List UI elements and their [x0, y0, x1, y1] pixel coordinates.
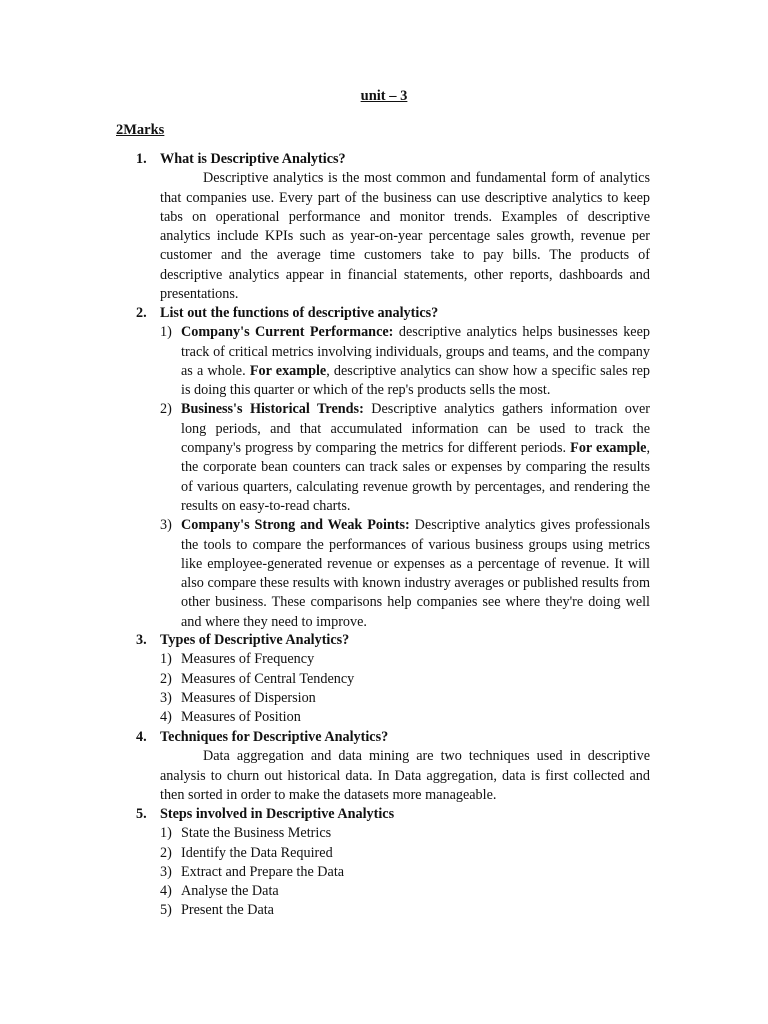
list-item-text: Measures of Dispersion [181, 689, 316, 706]
list-item-term: Business's Historical Trends: [181, 401, 364, 418]
question-heading [0, 631, 768, 650]
list-item-number: 5) [160, 902, 172, 919]
list-item [0, 882, 768, 901]
question-heading [0, 150, 768, 169]
list-item-number: 1) [160, 651, 172, 668]
list-item-number: 2) [160, 844, 172, 861]
question-number: 4. [136, 729, 147, 745]
list-item [0, 400, 768, 516]
list-item [0, 516, 768, 632]
list-item [0, 689, 768, 708]
answer-paragraph [160, 169, 650, 304]
list-item [0, 863, 768, 882]
list-item-number: 3) [160, 517, 172, 534]
list-item [0, 650, 768, 669]
question-title: Steps involved in Descriptive Analytics [160, 806, 395, 822]
question-heading [0, 805, 768, 824]
list-item-number: 3) [160, 863, 172, 880]
answer-text: Descriptive analytics is the most common and fundamental form of analytics that companies use. Every part of the business can use descriptive analytics to keep tabs on operational performance and monitor trends. Examples of descriptive analytics include KPIs such as year-on-year percentage sales growth, revenue per customer and the average time customers take to pay bills. The products of descriptive analytics appear in financial statements, other reports, dashboards and presentations. [160, 170, 650, 303]
list-item-text: Identify the Data Required [181, 844, 333, 861]
list-item-text [181, 516, 650, 632]
question-title: List out the functions of descriptive analytics? [160, 305, 439, 321]
list-item-number: 2) [160, 670, 172, 687]
list-item-text [181, 400, 650, 516]
list-item-text: Measures of Position [181, 709, 301, 726]
list-item-term: Company's Strong and Weak Points: [181, 517, 410, 534]
list-item-text [181, 323, 650, 400]
question-title: What is Descriptive Analytics? [160, 151, 346, 167]
list-item [0, 844, 768, 863]
list-item-number: 2) [160, 401, 172, 418]
question-number: 2. [136, 305, 147, 321]
list-item-number: 1) [160, 825, 172, 842]
list-item-text: State the Business Metrics [181, 825, 332, 842]
question-2 [0, 304, 768, 632]
list-item-body: , descriptive analytics can show how a specific sales rep is doing this quarter or which of the rep's products sells the most. [181, 362, 650, 399]
list-item [0, 901, 768, 920]
page-title: unit – 3 [360, 88, 408, 104]
question-title: Techniques for Descriptive Analytics? [160, 729, 389, 745]
list-item-body: Descriptive analytics gives professionals the tools to compare the performances of various business groups using metrics like employee-generated revenue or expenses as a percentage of revenue. It will also compare these results with known industry averages or published results from other business. These comparisons help companies see where they're doing well and where they need to improve. [181, 517, 650, 630]
list-item [0, 708, 768, 727]
answer-text: Data aggregation and data mining are two techniques used in descriptive analysis to churn out historical data. In Data aggregation, data is first collected and then sorted in order to make the datasets more manageable. [160, 748, 650, 803]
question-number: 3. [136, 632, 147, 648]
answer-paragraph [160, 747, 650, 805]
list-item-number: 4) [160, 709, 172, 726]
list-item-term: Company's Current Performance: [181, 324, 394, 341]
question-number: 1. [136, 151, 147, 167]
question-4 [0, 728, 768, 805]
question-3 [0, 631, 768, 727]
example-label: For example [570, 440, 647, 457]
list-item-text: Present the Data [181, 902, 274, 919]
question-1 [0, 150, 768, 304]
list-item [0, 824, 768, 843]
list-item-body: , the corporate bean counters can track sales or expenses by comparing the results of various quarters, calculating revenue growth by percentages, and rendering the results on easy-to-read charts. [181, 440, 651, 514]
section-heading: 2Marks [116, 122, 165, 138]
question-title: Types of Descriptive Analytics? [160, 632, 350, 648]
example-label: For example [249, 362, 327, 379]
question-heading [0, 728, 768, 747]
list-item-text: Extract and Prepare the Data [181, 863, 345, 880]
list-item-number: 4) [160, 883, 172, 900]
list-item-body: Descriptive analytics gathers information over long periods, and that accumulated information can be used to track the company's progress by comparing the metrics for different periods. [181, 401, 651, 457]
list-item [0, 670, 768, 689]
list-item-text: Analyse the Data [181, 883, 279, 900]
list-item-number: 1) [160, 324, 172, 341]
question-heading [0, 304, 768, 323]
list-item-number: 3) [160, 689, 172, 706]
list-item-body: descriptive analytics helps businesses keep track of critical metrics involving individuals, groups and teams, and the company as a whole. [181, 324, 650, 379]
list-item-text: Measures of Frequency [181, 651, 315, 668]
list-item [0, 323, 768, 400]
question-5 [0, 805, 768, 921]
question-number: 5. [136, 806, 147, 822]
list-item-text: Measures of Central Tendency [181, 670, 355, 687]
